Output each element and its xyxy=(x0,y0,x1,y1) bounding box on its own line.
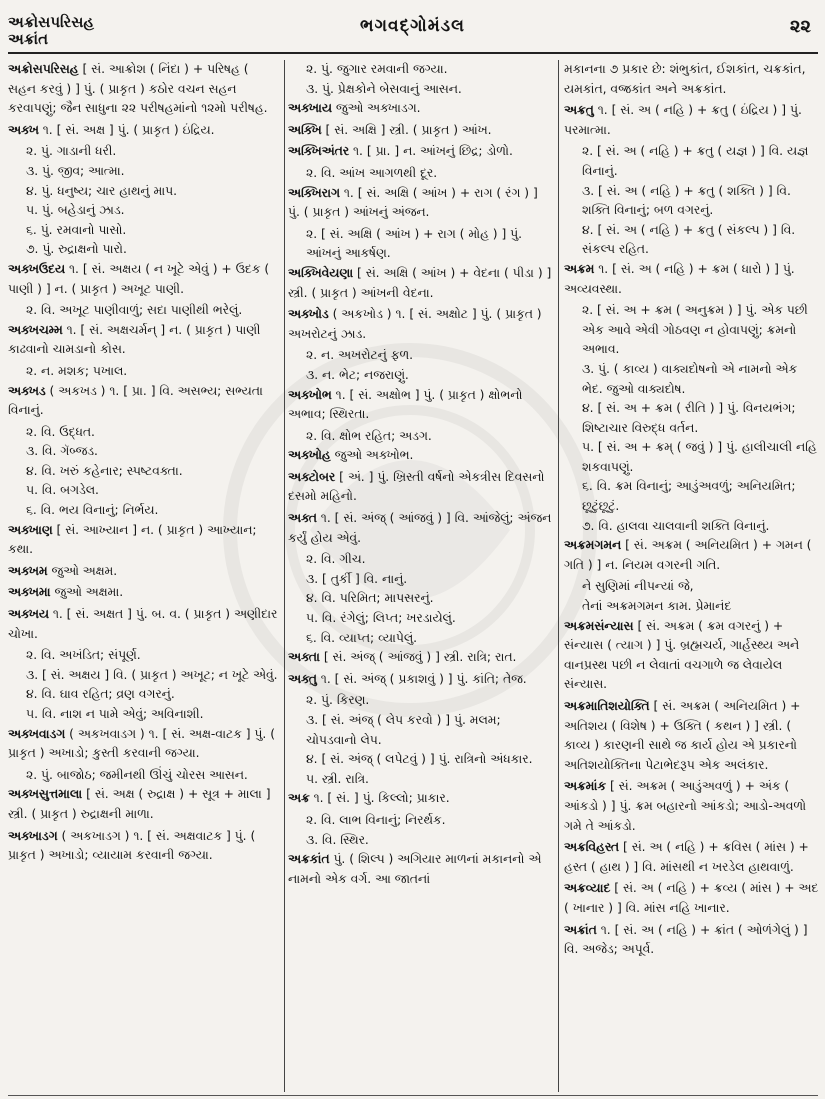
definition-text: [ સં. અ ( નહિ ) + ક્રવ્ય ( માંસ ) + અદ ( ખાનાર ) ] વિ. માંસ નહિ ખાનાર. xyxy=(564,881,819,915)
definition-text: ૧. [ સં. અ ( નહિ ) + ક્રતુ ( ઇંદ્રિય ) ] પું. પરમાત્મા. xyxy=(564,103,802,137)
headword: અક્રવિહસ્ત xyxy=(564,840,620,855)
definition-text: ૨. ન. અખરોટનું ફળ. xyxy=(306,348,414,363)
column-3 xyxy=(564,60,820,1090)
definition-text: ૧. [ સં. અક્ષચર્મન્ ] ન. ( પ્રાકૃત ) પાણી કાઢવાનો ચામડાનો કોસ. xyxy=(8,322,261,357)
dictionary-entry xyxy=(288,509,552,548)
dictionary-entry xyxy=(288,142,552,162)
definition-text: [ સં. અક્ષિ ( આંખ ) + વેદના ( પીડા ) ] સ્ત્રી. ( પ્રાકૃત ) આંખની વેદના. xyxy=(288,265,552,300)
headword: અક્તુ xyxy=(288,671,317,686)
entry-sense xyxy=(8,442,280,462)
column-divider-1 xyxy=(284,60,285,1092)
headword: અક્ર xyxy=(288,791,310,806)
book-title: ભગવદ્ગોમંડલ xyxy=(360,16,465,36)
entry-sense xyxy=(8,705,280,725)
entry-sense xyxy=(288,550,552,570)
dictionary-entry xyxy=(564,879,820,918)
dictionary-entry xyxy=(564,60,820,99)
entry-sense xyxy=(288,609,552,629)
guide-word-last: અક્રાંત xyxy=(8,30,49,48)
dictionary-entry xyxy=(564,921,820,960)
definition-text: ૧. [ સં. અક્ષિ ( આંખ ) + રાગ ( રંગ ) ] પું. ( પ્રાકૃત ) આંખનું અંજન. xyxy=(288,185,538,220)
definition-text: ૩. વિ. ગૅબ્જડ. xyxy=(26,444,98,459)
definition-text: ૭. પું. રુદ્રાક્ષનો પારો. xyxy=(26,242,127,257)
definition-text: ( અકખડ ) ૧. [ પ્રા. ] વિ. અસભ્ય; સભ્યતા વિનાનું. xyxy=(8,383,263,418)
headword: અક્ખિ xyxy=(288,122,322,137)
headword: અક્ખચમ્મ xyxy=(8,322,63,337)
headword: અક્ખડ xyxy=(8,383,46,398)
headword: અક્ખિવેયણા xyxy=(288,265,354,280)
definition-text: ૧. [ સં. અંજ્ ( પ્રકાશવું ) ] પું. કાંતિ; તેજ. xyxy=(320,671,527,686)
entry-sense xyxy=(8,362,280,382)
entry-sense xyxy=(8,423,280,443)
entry-sense xyxy=(564,221,820,260)
definition-text: ૨. વિ. લાભ વિનાનું; નિરર્થક. xyxy=(306,812,446,827)
definition-text: મકાનના ૭ પ્રકાર છે: શંભુકાંત, ઈશકાંત, ચક્રકાંત, યમકાંત, વજ્રકાંત અને અક્રકાંત. xyxy=(564,62,806,96)
headword: અક્રમાતિશયોક્તિ xyxy=(564,699,650,713)
entry-sense xyxy=(8,646,280,666)
column-2 xyxy=(288,60,552,1090)
entry-sense xyxy=(8,142,280,162)
entry-sense xyxy=(564,360,820,399)
definition-text: ૬. પું. રમવાનો પાસો. xyxy=(26,222,127,237)
definition-text: ૩. પું. જીવ; આત્મા. xyxy=(26,163,125,178)
definition-text: ૩. વિ. સ્થિર. xyxy=(306,832,369,847)
entry-sense xyxy=(288,346,552,366)
dictionary-entry xyxy=(8,785,280,824)
entry-sense xyxy=(288,770,552,790)
column-1 xyxy=(8,60,280,1090)
headword: અક્રાંત xyxy=(564,922,597,937)
definition-text: ૧. [ સં. ] પું. કિલ્લો; પ્રાકાર. xyxy=(313,791,450,806)
entry-sense xyxy=(288,225,552,264)
entry-sense xyxy=(8,240,280,260)
definition-text: ૩. [ સં. અંજ્ ( લેપ કરવો ) ] પું. મલમ; ચોપડવાનો લેપ. xyxy=(306,713,501,747)
definition-text: ૫. સ્ત્રી. રાત્રિ. xyxy=(306,771,369,786)
headword: અક્ખોભ xyxy=(288,387,332,402)
dictionary-entry xyxy=(8,605,280,644)
headword: અક્ખિરાગ xyxy=(288,185,340,200)
dictionary-entry xyxy=(288,648,552,668)
definition-text: ૨. પું. બાજોઠ; જમીનથી ઊંચું ચોરસ આસન. xyxy=(26,767,248,782)
headword: અક્ખમ xyxy=(8,563,48,578)
headword: અક્રમાંક xyxy=(564,779,607,794)
headword: અક્ખસુત્તમાલા xyxy=(8,787,83,802)
dictionary-entry xyxy=(8,521,280,560)
dictionary-entry xyxy=(8,321,280,360)
entry-sense xyxy=(8,766,280,786)
headword: અક્ખઉદય xyxy=(8,261,66,276)
definition-text: ૨. વિ. ગીચ. xyxy=(306,552,366,567)
dictionary-entry xyxy=(8,60,280,119)
headword: અક્રોસપરિસહ xyxy=(8,62,79,76)
entry-sense xyxy=(288,691,552,711)
header-divider xyxy=(8,52,818,54)
dictionary-entry xyxy=(8,827,280,866)
headword: અક્ખ xyxy=(8,122,39,137)
definition-text: ૩. પું. ( કાવ્ય ) વાક્યદોષનો એ નામનો એક ભેદ. જુઓ વાક્યદોષ. xyxy=(582,361,798,396)
entry-sense xyxy=(8,221,280,241)
headword: અક્રવ્યાદ xyxy=(564,881,611,896)
definition-text: ૫. વિ. નાશ ન પામે એવું; અવિનાશી. xyxy=(26,707,204,721)
dictionary-entry xyxy=(288,446,552,466)
dictionary-entry xyxy=(564,260,820,299)
headword: અક્ખાડગ xyxy=(8,828,58,843)
dictionary-entry xyxy=(564,777,820,836)
headword: અક્રમ xyxy=(564,261,595,276)
headword: અક્રમસંન્યાસ xyxy=(564,618,634,633)
dictionary-entry xyxy=(564,838,820,877)
definition-text: તેનાં અક્રમગમન કામ. પ્રેમાનંદ xyxy=(582,599,732,614)
definition-text: જુઓ અક્ખોભ. xyxy=(334,448,414,463)
dictionary-entry xyxy=(288,850,552,889)
definition-text: ૨. [ સં. અક્ષિ ( આંખ ) + રાગ ( મોહ ) ] પું. આંખનું આકર્ષણ. xyxy=(306,226,523,261)
definition-text: પું. ( શિલ્પ ) અગિયાર માળનાં મકાનનો એ નામનો એક વર્ગ. આ જાતનાં xyxy=(288,852,542,886)
definition-text: ૬. વિ. ભય વિનાનું; નિર્ભય. xyxy=(26,503,159,518)
entry-sense xyxy=(288,750,552,770)
definition-text: ૪. વિ. ઘાવ રહિત; વ્રણ વગરનું. xyxy=(26,687,175,702)
entry-sense xyxy=(564,477,820,516)
definition-text: ૧. [ સં. અક્ષય ( ન ખૂટે એવું ) + ઉદક ( પાણી ) ] ન. ( પ્રાકૃત ) અખૂટ પાણી. xyxy=(8,261,270,296)
entry-sense xyxy=(8,685,280,705)
headword: અક્ખાણ xyxy=(8,522,53,537)
definition-text: ( અકખવાડગ ) ૧. [ સં. અક્ષ-વાટક ] પું. ( પ્રાકૃત ) અખાડો; કુસ્તી કરવાની જગ્યા. xyxy=(8,726,276,761)
entry-sense xyxy=(288,589,552,609)
definition-text: ( અકખાડગ ) ૧. [ સં. અક્ષવાટક ] પું. ( પ્રાકૃત ) અખાડો; વ્યાયામ કરવાની જગ્યા. xyxy=(8,828,256,863)
definition-text: જુઓ અક્ષમ. xyxy=(51,563,118,578)
definition-text: જુઓ અક્ખાડગ. xyxy=(335,101,421,116)
definition-text: ૪. પું. ધનુષ્ય; ચાર હાથનું માપ. xyxy=(26,183,178,198)
page-number: ૨૨ xyxy=(789,16,811,37)
headword: અક્ખિઅંતર xyxy=(288,144,350,159)
entry-sense xyxy=(8,162,280,182)
headword: અક્રતુ xyxy=(564,103,594,118)
definition-text: ને સુણિમાં નીપન્યાં જે, xyxy=(582,579,694,594)
definition-text: ૧. [ સં. અંજ્ ( આંજવું ) ] વિ. આંજેલું; અંજન કર્યું હોય એવું. xyxy=(288,511,552,545)
definition-text: ૨. [ સં. અ + ક્રમ ( અનુક્રમ ) ] પું. એક પછી એક આવે એવી ગોઠવણ ન હોવાપણું; ક્રમનો અભાવ. xyxy=(582,303,808,357)
definition-text: ૧. [ સં. અક્ષત ] પું. બ. વ. ( પ્રાકૃત ) અણીદાર ચોખા. xyxy=(8,607,278,641)
definition-text: ૪. [ સં. અ ( નહિ ) + ક્રતુ ( સંકલ્પ ) ] વિ. સંકલ્પ રહિત. xyxy=(582,222,796,257)
entry-sense xyxy=(288,366,552,386)
entry-sense xyxy=(8,481,280,501)
dictionary-entry xyxy=(288,99,552,119)
dictionary-entry xyxy=(8,121,280,141)
headword: અક્ખવાડગ xyxy=(8,726,66,741)
footer-divider xyxy=(8,1095,818,1096)
dictionary-entry xyxy=(8,260,280,299)
definition-text: ૪. [ સં. અંજ્ ( લપેટવું ) ] પું. રાત્રિનો અંધકાર. xyxy=(306,752,533,767)
definition-text: ૫. વિ. બગડેલ. xyxy=(26,483,99,498)
dictionary-entry xyxy=(564,697,820,775)
headword: અક્ખોડ xyxy=(288,307,329,322)
dictionary-entry xyxy=(288,121,552,141)
dictionary-entry xyxy=(288,468,552,507)
entry-sense xyxy=(288,711,552,750)
headword: અક્ખય xyxy=(8,607,49,622)
definition-text: ૩. [ સં. અક્ષય ] વિ. ( પ્રાકૃત ) અખૂટ; ન ખૂટે એવું. xyxy=(26,667,278,682)
headword: અક્રમગમન xyxy=(564,538,622,553)
dictionary-entry xyxy=(8,382,280,421)
headword: અક્ત xyxy=(288,511,317,526)
definition-text: ૨. વિ. અખૂટ પાણીવાળું; સદા પાણીથી ભરેલું. xyxy=(26,303,243,318)
entry-sense xyxy=(8,666,280,686)
entry-sense xyxy=(564,399,820,438)
entry-sense xyxy=(8,182,280,202)
definition-text: ૨. વિ. ક્ષોભ રહિત; અડગ. xyxy=(306,428,432,443)
page-header xyxy=(0,8,825,48)
dictionary-entry xyxy=(288,670,552,690)
definition-text: [ સં. અક્ષ ( રુદ્રાક્ષ ) + સૂત્ર + માલા ] સ્ત્રી. ( પ્રાકૃત ) રુદ્રાક્ષની માળા. xyxy=(8,787,271,821)
dictionary-entry xyxy=(8,583,280,603)
definition-text: ૪. વિ. ખરું કહેનાર; સ્પષ્ટવક્તા. xyxy=(26,463,183,478)
entry-sense xyxy=(288,811,552,831)
definition-text: ૬. વિ. ક્રમ વિનાનું; આડુંઅવળું; અનિયમિત; છૂટુંછૂટું. xyxy=(582,479,796,514)
definition-text: [ સં. અક્રમ ( આડુંઅવળું ) + અંક ( આંકડો ) ] પું. ક્રમ બહારનો આંકડો; આડો-અવળો ગમે તે આંકડો. xyxy=(564,779,807,833)
dictionary-entry xyxy=(564,101,820,140)
definition-text: જુઓ અક્ષમા. xyxy=(54,585,124,600)
definition-text: [ સં. અક્રમ ( ક્રમ વગરનું ) + સંન્યાસ ( ત્યાગ ) ] પું. બ્રહ્મચર્ય, ગાર્હસ્થ્ય અને વાનપ્રસ્થ પછી ન લેવાતાં વચગાળે જ લેવાયેલ સંન્યાસ. xyxy=(564,618,800,692)
entry-sense xyxy=(564,301,820,360)
definition-text: ૪. વિ. પરિમિત; માપસરનું. xyxy=(306,591,434,606)
dictionary-entry xyxy=(288,184,552,223)
dictionary-entry xyxy=(288,789,552,809)
headword: અક્ટોબર xyxy=(288,469,336,484)
definition-text: [ અં. ] પું. ખ્રિસ્તી વર્ષનો એકત્રીસ દિવસનો દસમો મહિનો. xyxy=(288,469,545,504)
definition-text: ૧. [ સં. અ ( નહિ ) + ક્રમ ( ધારો ) ] પું. અવ્યવસ્થા. xyxy=(564,261,795,296)
dictionary-entry xyxy=(8,725,280,764)
definition-text: ૪. [ સં. અ + ક્રમ ( રીતિ ) ] પું. વિનયભંગ; શિષ્ટાચાર વિરુદ્ધ વર્તન. xyxy=(582,401,796,435)
definition-text: [ સં. અંજ્ ( આંજવું ) ] સ્ત્રી. રાત્રિ; રાત. xyxy=(323,650,517,665)
definition-text: ૧. [ પ્રા. ] ન. આંખનું છિદ્ર; ડોળો. xyxy=(353,144,513,159)
headword: અક્ખોહ xyxy=(288,448,331,463)
definition-text: ૫. વિ. રંગેલું; લિપ્ત; ખરડાયેલું. xyxy=(306,611,456,626)
entry-sense xyxy=(288,570,552,590)
definition-text: ૨. ન. મશક; પખાલ. xyxy=(26,363,128,378)
entry-sense xyxy=(288,60,552,80)
entry-sense xyxy=(288,80,552,100)
definition-text: ૩. [ તુર્કી ] વિ. નાનું. xyxy=(306,571,408,586)
headword: અક્તા xyxy=(288,650,320,665)
definition-text: [ સં. આક્રોશ ( નિંદા ) + પરિષહ ( સહન કરવું ) ] પું. ( પ્રાકૃત ) કઠોર વચન સહન કરવાપણું; જૈન સાધુના ૨૨ પરીષહમાંનો ૧૨મો પરીષહ. xyxy=(8,62,268,116)
column-divider-2 xyxy=(558,60,559,1092)
entry-sense xyxy=(8,201,280,221)
definition-text: ૨. પું. જુગાર રમવાની જગ્યા. xyxy=(306,62,448,76)
guide-word-first: અક્રોસપરિસહ xyxy=(8,13,95,31)
definition-text: ૫. [ સં. અ + ક્રમ્ ( જવું ) ] પું. હાલીચાલી નહિ શકવાપણું. xyxy=(582,440,817,474)
definition-text: [ સં. અક્રમ ( અનિયમિત ) + અતિશય ( વિશેષ ) + ઉક્તિ ( કથન ) ] સ્ત્રી. ( કાવ્ય ) કારણની સાથે જ કાર્ય હોય એ પ્રકારનો અતિશયોક્તિના પેટાભેદરૂપ એક અલંકાર. xyxy=(564,699,801,772)
entry-sense xyxy=(564,577,820,597)
definition-text: ૩. પું. પ્રેક્ષકોને બેસવાનું આસન. xyxy=(306,81,462,96)
definition-text: ૨. વિ. અખંડિત; સંપૂર્ણ. xyxy=(26,648,141,663)
definition-text: ૩. [ સં. અ ( નહિ ) + ક્રતુ ( શક્તિ ) ] વિ. શક્તિ વિનાનું; બળ વગરનું. xyxy=(582,183,791,218)
dictionary-entry xyxy=(564,536,820,575)
entry-sense xyxy=(288,164,552,184)
definition-text: ૭. વિ. હાલવા ચાલવાની શક્તિ વિનાનું. xyxy=(582,518,770,533)
entry-sense xyxy=(564,182,820,221)
definition-text: ૧. [ સં. અક્ષોભ ] પું. ( પ્રાકૃત ) ક્ષોભનો અભાવ; સ્થિરતા. xyxy=(288,387,523,422)
definition-text: ૬. વિ. વ્યાપ્ત; વ્યાપેલું. xyxy=(306,630,418,645)
definition-text: ૨. વિ. આંખ આગળથી દૂર. xyxy=(306,165,438,180)
dictionary-entry xyxy=(288,386,552,425)
definition-text: [ સં. આખ્યાન ] ન. ( પ્રાકૃત ) આખ્યાન; કથા. xyxy=(8,522,257,557)
definition-text: ૨. પું. કિરણ. xyxy=(306,693,370,708)
entry-sense xyxy=(288,831,552,851)
dictionary-entry xyxy=(8,562,280,582)
definition-text: ૨. [ સં. અ ( નહિ ) + ક્રતુ ( યજ્ઞ ) ] વિ. યજ્ઞ વિનાનું. xyxy=(582,144,809,178)
entry-sense xyxy=(564,597,820,617)
definition-text: ૧. [ સં. અ ( નહિ ) + ક્રાંત ( ઓળંગેલું ) ] વિ. અજેડ; અપૂર્વ. xyxy=(564,922,808,957)
entry-sense xyxy=(288,629,552,649)
definition-text: ૨. પું. ગાડાની ધરી. xyxy=(26,144,117,159)
definition-text: [ સં. અ ( નહિ ) + ક્રવિસ ( માંસ ) + હસ્ત ( હાથ ) ] વિ. માંસથી ન ખરડેલ હાથવાળું. xyxy=(564,840,809,874)
definition-text: [ સં. અક્ષિ ] સ્ત્રી. ( પ્રાકૃત ) આંખ. xyxy=(325,122,492,137)
definition-text: ૩. ન. ભેટ; નજરાણું. xyxy=(306,367,409,382)
entry-sense xyxy=(288,427,552,447)
entry-sense xyxy=(564,438,820,477)
entry-sense xyxy=(564,142,820,181)
entry-sense xyxy=(8,462,280,482)
dictionary-entry xyxy=(288,264,552,303)
headword: અક્ખાય xyxy=(288,101,332,116)
dictionary-entry xyxy=(564,617,820,695)
definition-text: ( અકખોડ ) ૧. [ સં. અક્ષોટ ] પું. ( પ્રાકૃત ) અખરોટનું ઝાડ. xyxy=(288,307,542,341)
headword: અક્ખમા xyxy=(8,585,51,600)
dictionary-entry xyxy=(288,305,552,344)
definition-text: ૧. [ સં. અક્ષ ] પું. ( પ્રાકૃત ) ઇંદ્રિય. xyxy=(42,122,215,137)
entry-sense xyxy=(564,517,820,537)
definition-text: [ સં. અક્રમ ( અનિયમિત ) + ગમન ( ગતિ ) ] ન. નિયમ વગરની ગતિ. xyxy=(564,538,812,572)
entry-sense xyxy=(8,501,280,521)
definition-text: ૨. વિ. ઉદ્ધત. xyxy=(26,424,95,439)
headword: અક્રકાંત xyxy=(288,852,330,867)
definition-text: ૫. પું. બહેડાનું ઝાડ. xyxy=(26,203,125,218)
entry-sense xyxy=(8,301,280,321)
